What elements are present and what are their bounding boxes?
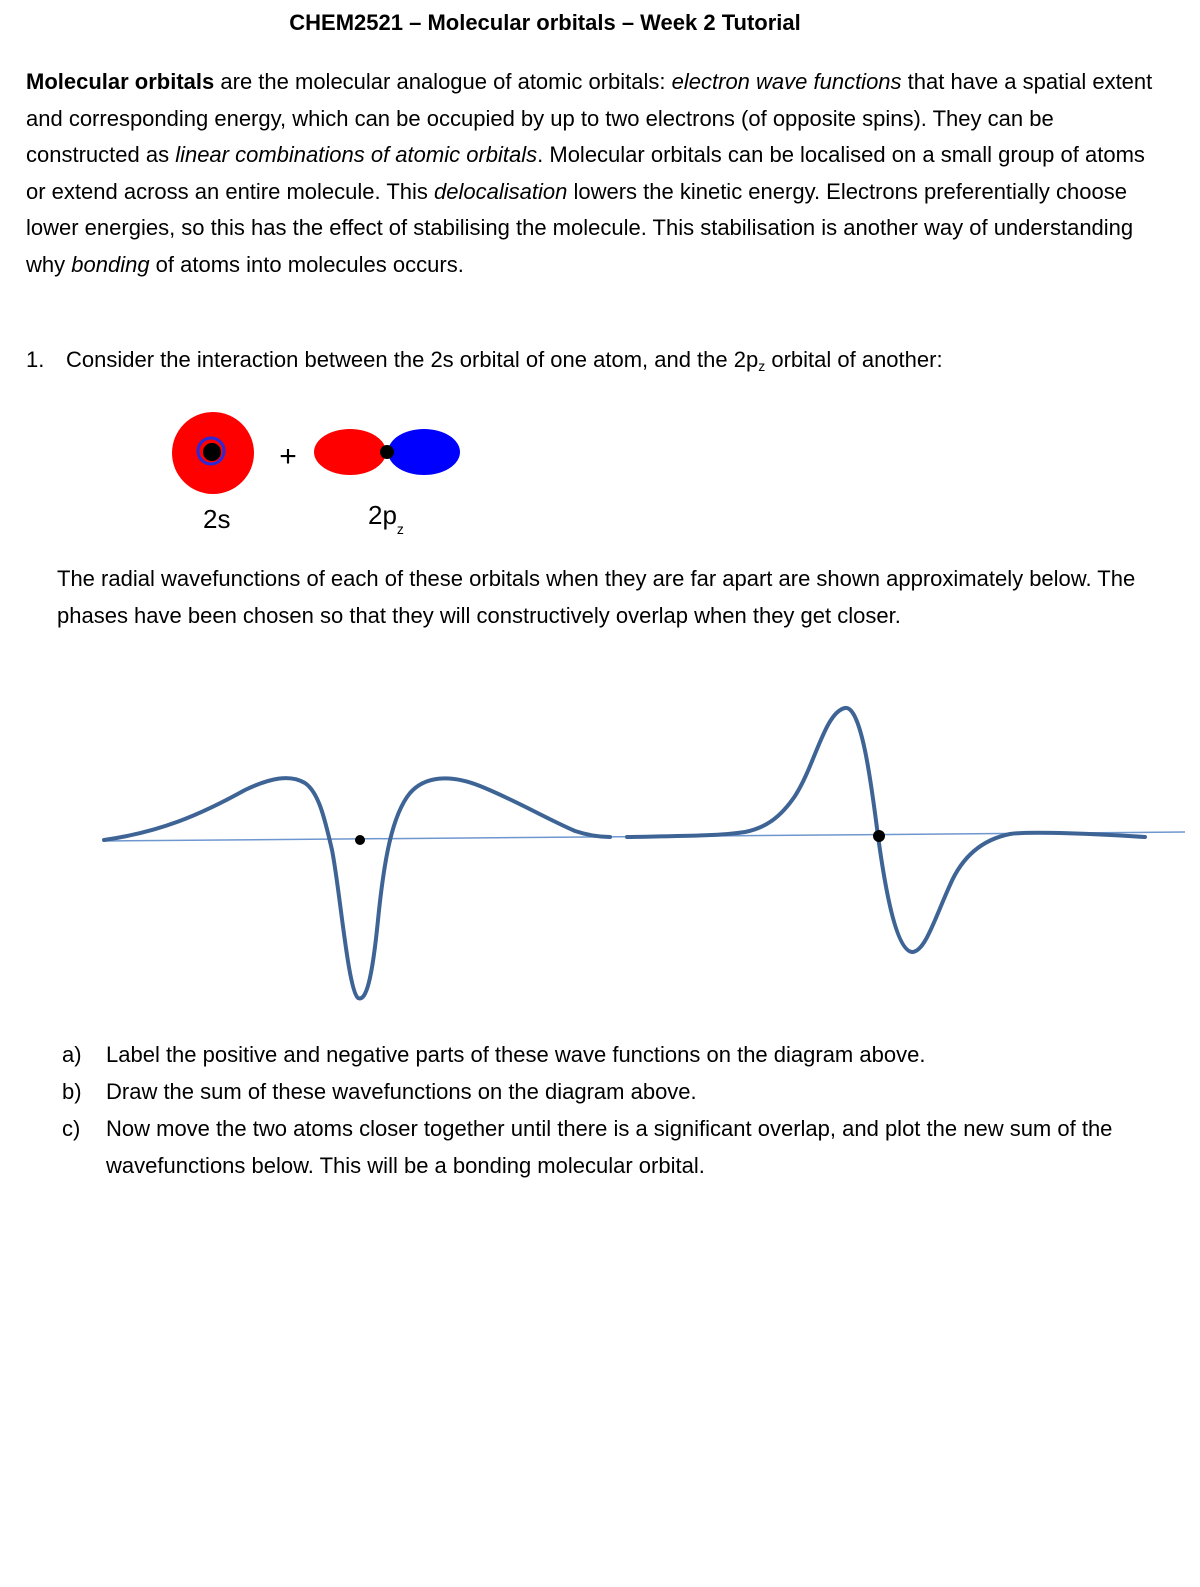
intro-paragraph	[26, 64, 1166, 284]
intro-text-1: are the molecular analogue of atomic orbitals:	[214, 69, 672, 94]
p-nucleus-marker	[873, 830, 885, 842]
orbital-diagram	[0, 400, 1200, 550]
p-orbital-nucleus	[380, 445, 394, 459]
question-text-b: orbital of another:	[765, 347, 943, 372]
task-label: b)	[62, 1079, 82, 1104]
plus-sign: +	[279, 440, 297, 473]
task-item	[62, 1036, 1162, 1073]
intro-text-4: lowers the kinetic energy. Electrons preferentially choose lower energies, so this has the effect of stabilising the molecule. This stabilisation is another way of understanding why	[26, 178, 1134, 277]
p-orbital-label-main: 2p	[368, 500, 397, 530]
task-item	[62, 1110, 1162, 1184]
question-number: 1.	[26, 347, 45, 372]
orbital-illustration	[0, 400, 1200, 550]
wavefunction-svg	[0, 690, 1200, 1020]
intro-term-bonding: bonding	[71, 251, 150, 277]
p-orbital-label	[368, 500, 404, 537]
task-label: c)	[62, 1116, 81, 1141]
p-orbital-label-sub: z	[396, 521, 404, 537]
s-wavefunction-curve	[104, 778, 610, 998]
s-orbital-label: 2s	[203, 504, 231, 534]
task-label: a)	[62, 1042, 82, 1067]
question-1	[26, 342, 1166, 384]
s-nucleus-marker	[355, 835, 365, 845]
description-paragraph: The radial wavefunctions of each of these orbitals when they are far apart are shown approximately below. The phases have been chosen so that they will constructively overlap when they get closer.	[57, 566, 1136, 628]
question-text-a: Consider the interaction between the 2s orbital of one atom, and the 2p	[66, 347, 759, 372]
s-orbital-nucleus	[203, 443, 221, 461]
p-orbital-lobe-negative	[388, 429, 460, 475]
p-orbital-lobe-positive	[314, 429, 386, 475]
intro-term-electron-wave-functions: electron wave functions	[671, 69, 902, 94]
intro-text-5: of atoms into molecules occurs.	[149, 251, 464, 277]
p-wavefunction-curve	[627, 708, 1145, 952]
task-text: Label the positive and negative parts of these wave functions on the diagram above.	[106, 1042, 926, 1067]
intro-term-lcao: linear combinations of atomic orbitals	[175, 142, 538, 168]
intro-text-3: . Molecular orbitals can be localised on a small group of atoms or extend across an entire molecule. This	[26, 142, 1145, 204]
task-text: Now move the two atoms closer together until there is a significant overlap, and plot the new sum of the wavefunctions below. This will be a bonding molecular orbital.	[106, 1116, 1113, 1178]
intro-term-molecular-orbitals: Molecular orbitals	[26, 69, 215, 94]
wavefunction-plot	[0, 690, 1200, 1020]
task-text: Draw the sum of these wavefunctions on the diagram above.	[106, 1079, 697, 1104]
page-title: CHEM2521 – Molecular orbitals – Week 2 Tutorial	[289, 10, 801, 35]
question-subscript: z	[758, 358, 766, 374]
task-item	[62, 1073, 1162, 1110]
intro-term-delocalisation: delocalisation	[434, 178, 568, 204]
task-list	[62, 1036, 1162, 1184]
intro-text-2: that have a spatial extent and corresponding energy, which can be occupied by up to two electrons (of opposite spins). They can be constructed as	[26, 69, 1153, 168]
